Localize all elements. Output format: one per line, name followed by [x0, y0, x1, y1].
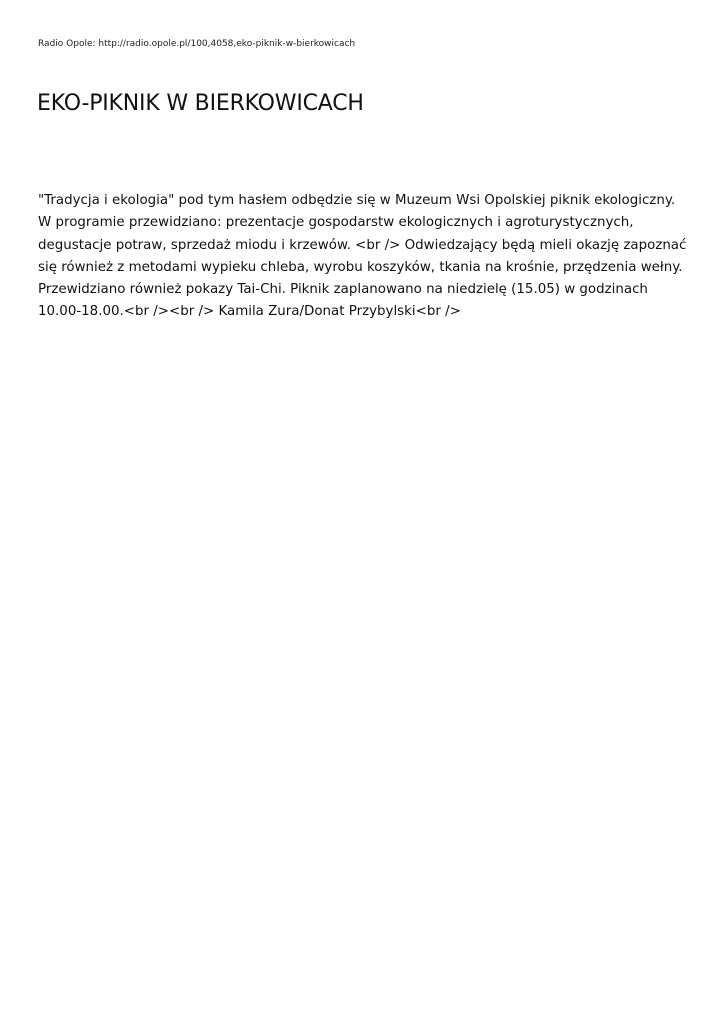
source-url-line: Radio Opole: http://radio.opole.pl/100,4058,eko-piknik-w-bierkowicach	[38, 39, 356, 49]
article-body: "Tradycja i ekologia" pod tym hasłem odbędzie się w Muzeum Wsi Opolskiej piknik ekologiczny. W programie przewidziano: prezentacje gospodarstw ekologicznych i agroturystycznych, degustacje potraw, sprzedaż miodu i krzewów. <br /> Odwiedzający będą mieli okazję zapoznać się również z metodami wypieku chleba, wyrobu koszyków, tkania na krośnie, przędzenia wełny. Przewidziano również pokazy Tai-Chi. Piknik zaplanowano na niedzielę (15.05) w godzinach 10.00-18.00.<br /><br /> Kamila Zura/Donat Przybylski<br />	[38, 193, 687, 320]
article-title: EKO-PIKNIK W BIERKOWICACH	[37, 91, 364, 116]
